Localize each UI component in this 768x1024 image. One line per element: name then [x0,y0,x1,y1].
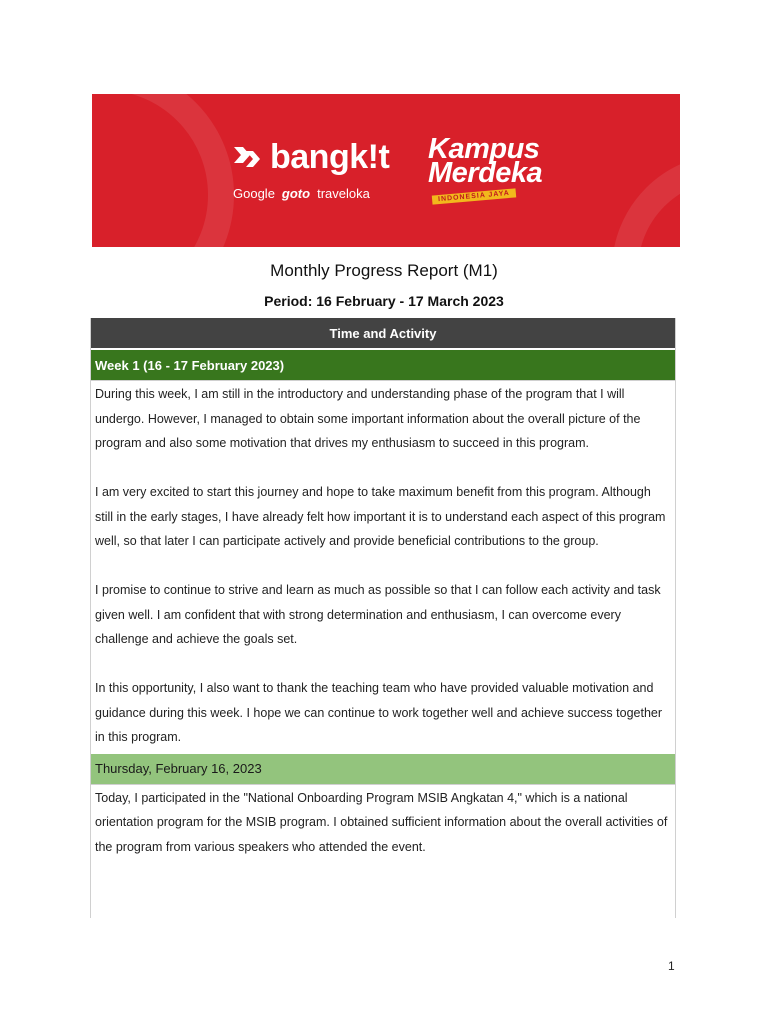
activity-table [90,318,676,918]
page-title: Monthly Progress Report (M1) [270,261,498,280]
week-paragraph: I am very excited to start this journey and hope to take maximum benefit from this program. Although still in the early stages, I have already felt how important it is to understand each aspect of this program well, so that later I can participate actively and provide beneficial contributions to the group. [95,485,666,548]
partner-google: Google [233,186,275,201]
partner-logos [233,186,370,201]
partner-traveloka: traveloka [317,186,370,201]
table-header: Time and Activity [91,318,675,348]
decorative-arc [612,154,680,247]
day-paragraph: Today, I participated in the "National Onboarding Program MSIB Angkatan 4," which is a national orientation program for the MSIB program. I obtained sufficient information about the overall activities of the program from various speakers who attended the event. [95,790,668,854]
km-line-merdeka: Merdeka [428,157,543,189]
bangkit-mark-icon [232,143,262,171]
week-row: Week 1 (16 - 17 February 2023) [91,348,675,380]
week-summary-cell [91,380,675,750]
bangkit-wordmark: bangk!t [270,138,390,176]
header-banner [92,94,680,247]
day-activity-cell [91,784,675,860]
week-paragraph: I promise to continue to strive and learn as much as possible so that I can follow each activity and task given well. I am confident that with strong determination and enthusiasm, I can overcome every challenge and achieve the goals set. [95,583,661,646]
week-paragraph: During this week, I am still in the introductory and understanding phase of the program that I will undergo. However, I managed to obtain some important information about the overall picture of the program and also some motivation that drives my enthusiasm to succeed in this program. [95,387,641,450]
km-ribbon: INDONESIA JAYA [432,188,516,204]
page-number: 1 [668,959,675,973]
decorative-arc [92,94,234,247]
day-row: Thursday, February 16, 2023 [91,754,675,784]
week-paragraph: In this opportunity, I also want to thank the teaching team who have provided valuable motivation and guidance during this week. I hope we can continue to work together well and achieve success together in this program. [95,681,663,744]
report-period: Period: 16 February - 17 March 2023 [264,293,504,309]
km-line-kampus: Kampus [428,133,540,165]
partner-goto: goto [281,186,311,201]
kampus-merdeka-logo [428,133,543,204]
bangkit-logo [232,140,389,174]
